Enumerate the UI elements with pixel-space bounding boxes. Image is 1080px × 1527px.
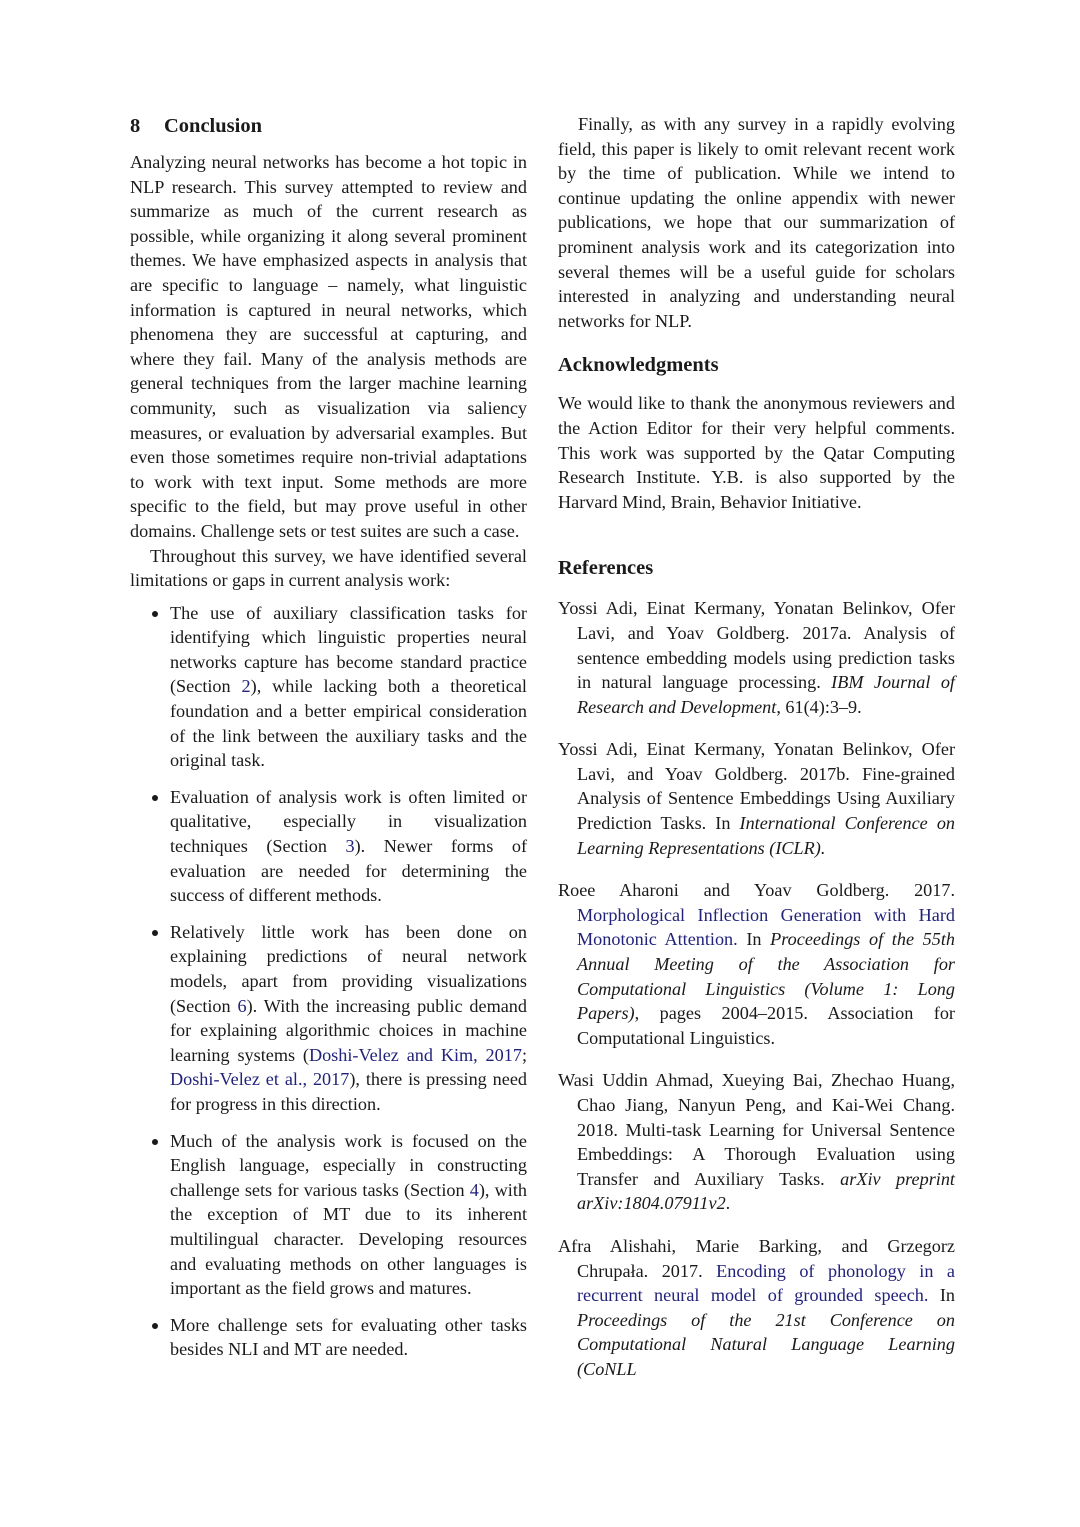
section-link[interactable]: 6 xyxy=(237,995,247,1016)
bullet-icon xyxy=(152,1139,158,1145)
limitations-list xyxy=(130,601,527,1362)
references-heading: References xyxy=(558,557,654,580)
conclusion-paragraph-2: Throughout this survey, we have identified several limitations or gaps in current analysis work: xyxy=(130,545,527,591)
reference-item: Afra Alishahi, Marie Barking, and Grzegorz Chrupała. 2017. Encoding of phonology in a recurrent neural model of grounded speech. In Proceedings of the 21st Conference on Computational Natural Language Learning (CoNLL xyxy=(558,1235,955,1379)
bullet-icon xyxy=(152,795,158,801)
section-link[interactable]: 3 xyxy=(345,836,355,857)
citation-link[interactable]: Doshi-Velez et al., 2017 xyxy=(170,1069,350,1090)
list-item: More challenge sets for evaluating other tasks besides NLI and MT are needed. xyxy=(130,1313,527,1362)
list-item: Much of the analysis work is focused on the English language, especially in constructing challenge sets for various tasks (Section 4), with the exception of MT due to its inherent multilingual character. Developing resources and evaluating methods on other languages is important as the field grows and matures. xyxy=(130,1129,527,1301)
references-list xyxy=(558,596,955,1381)
bullet-icon xyxy=(152,611,158,617)
reference-item: Wasi Uddin Ahmad, Xueying Bai, Zhechao Huang, Chao Jiang, Nanyun Peng, and Kai-Wei Chang. 2018. Multi-task Learning for Universal Sentence Embeddings: A Thorough Evaluation using Transfer and Auxiliary Tasks. arXiv preprint arXiv:1804.07911v2. xyxy=(558,1070,956,1214)
section-link[interactable]: 4 xyxy=(469,1179,479,1200)
list-item: Evaluation of analysis work is often limited or qualitative, especially in visualization techniques (Section 3). Newer forms of evaluation are needed for determining the success of different methods. xyxy=(130,785,527,908)
reference-item: Yossi Adi, Einat Kermany, Yonatan Belinkov, Ofer Lavi, and Yoav Goldberg. 2017b. Fine-grained Analysis of Sentence Embeddings Using Auxiliary Prediction Tasks. In International Conference on Learning Representations (ICLR). xyxy=(558,739,956,858)
acknowledgments-heading: Acknowledgments xyxy=(558,354,719,377)
bullet-icon xyxy=(152,1323,158,1329)
right-column xyxy=(558,112,955,1400)
closing-paragraph: Finally, as with any survey in a rapidly evolving field, this paper is likely to omit relevant recent work by the time of publication. While we intend to continue updating the online appendix with newer publications, we hope that our summarization of prominent analysis work and its categorization into several themes will be a useful guide for scholars interested in analyzing and understanding neural networks for NLP. xyxy=(558,114,955,331)
reference-title-link[interactable]: Encoding of phonology in a recurrent neural model of grounded speech. xyxy=(577,1260,955,1306)
list-item: Relatively little work has been done on explaining predictions of neural network models, apart from providing visualizations (Section 6). With the increasing public demand for explaining algorithmic choices in machine learning systems (Doshi-Velez and Kim, 2017; Doshi-Velez et al., 2017), there is pressing need for progress in this direction. xyxy=(130,920,527,1117)
section-link[interactable]: 2 xyxy=(241,676,251,697)
citation-link[interactable]: Doshi-Velez and Kim, 2017 xyxy=(308,1044,522,1065)
section-number: 8 xyxy=(130,115,141,137)
list-item: The use of auxiliary classification tasks for identifying which linguistic properties neural networks capture has become standard practice (Section 2), while lacking both a theoretical foundation and a better empirical consideration of the link between the auxiliary tasks and the original task. xyxy=(130,601,527,773)
conclusion-heading xyxy=(130,112,527,140)
reference-item: Roee Aharoni and Yoav Goldberg. 2017. Morphological Inflection Generation with Hard Monotonic Attention. In Proceedings of the 55th Annual Meeting of the Association for Computational Linguistics (Volume 1: Long Papers), pages 2004–2015. Association for Computational Linguistics. xyxy=(558,880,955,1048)
reference-title-link[interactable]: Morphological Inflection Generation with Hard Monotonic Attention. xyxy=(577,904,955,950)
left-column xyxy=(130,112,527,1374)
conclusion-paragraph-1: Analyzing neural networks has become a hot topic in NLP research. This survey attempted to review and summarize as much of the current research as possible, while organizing it along several prominent themes. We have emphasized aspects in analysis that are specific to language – namely, what linguistic information is captured in neural networks, which phenomena they are successful at capturing, and where they fail. Many of the analysis methods are general techniques from the larger machine learning community, such as visualization via saliency measures, or evaluation by adversarial examples. But even those sometimes require non-trivial adaptations to work with text input. Some methods are more specific to the field, but may prove useful in other domains. Challenge sets or test suites are such a case. xyxy=(130,152,527,541)
section-title: Conclusion xyxy=(164,115,262,137)
reference-item: Yossi Adi, Einat Kermany, Yonatan Belinkov, Ofer Lavi, and Yoav Goldberg. 2017a. Analysis of sentence embedding models using prediction tasks in natural language processing. IBM Journal of Research and Development, 61(4):3–9. xyxy=(558,598,955,717)
acknowledgments-text: We would like to thank the anonymous reviewers and the Action Editor for their very helpful comments. This work was supported by the Qatar Computing Research Institute. Y.B. is also supported by the Harvard Mind, Brain, Behavior Initiative. xyxy=(558,393,955,512)
bullet-icon xyxy=(152,930,158,936)
